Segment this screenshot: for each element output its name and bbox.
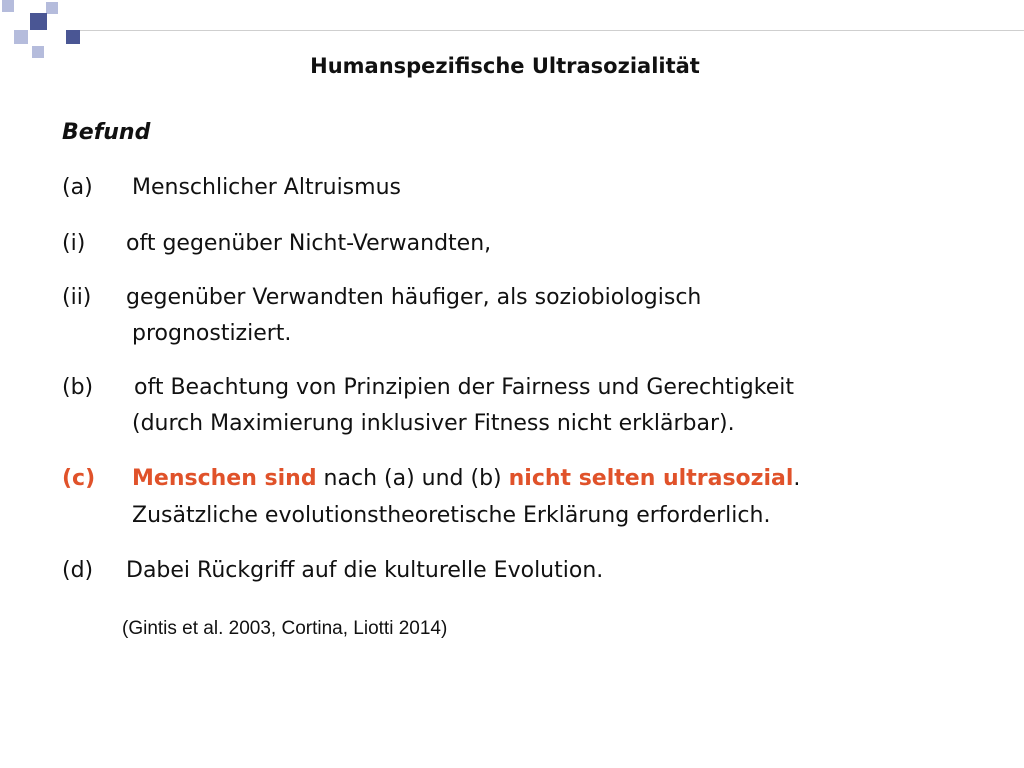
list-item-ii-continuation: prognostiziert. xyxy=(132,321,292,346)
item-label: (ii) xyxy=(62,285,92,310)
item-text: oft gegenüber Nicht-Verwandten, xyxy=(126,231,492,256)
list-item-c xyxy=(62,466,800,491)
item-text: Dabei Rückgriff auf die kulturelle Evolution. xyxy=(126,558,604,583)
item-text: nach (a) und (b) xyxy=(316,466,509,491)
decor-square xyxy=(66,30,80,44)
list-item-a xyxy=(62,175,401,200)
decor-square xyxy=(30,13,47,30)
highlight-text: nicht selten ultrasozial xyxy=(508,466,794,491)
item-label: (c) xyxy=(62,466,96,491)
item-label: (a) xyxy=(62,175,93,200)
source-citation: (Gintis et al. 2003, Cortina, Liotti 2014) xyxy=(122,618,448,639)
item-label: (b) xyxy=(62,375,94,400)
item-text: . xyxy=(793,466,801,491)
top-rule xyxy=(80,30,1024,31)
item-label: (d) xyxy=(62,558,94,583)
list-item-b xyxy=(62,375,794,400)
decor-square xyxy=(2,0,14,12)
list-item-d xyxy=(62,558,603,583)
item-text: oft Beachtung von Prinzipien der Fairness und Gerechtigkeit xyxy=(134,375,794,400)
item-text: gegenüber Verwandten häufiger, als soziobiologisch xyxy=(126,285,702,310)
decor-square xyxy=(14,30,28,44)
list-item-c-continuation: Zusätzliche evolutionstheoretische Erklärung erforderlich. xyxy=(132,503,771,528)
slide-title: Humanspezifische Ultrasozialität xyxy=(310,54,700,78)
corner-decoration xyxy=(0,0,90,60)
highlight-text: Menschen sind xyxy=(132,466,317,491)
list-item-ii xyxy=(62,285,701,310)
section-heading: Befund xyxy=(62,120,151,145)
item-label: (i) xyxy=(62,231,86,256)
decor-square xyxy=(46,2,58,14)
item-text: Menschlicher Altruismus xyxy=(132,175,401,200)
list-item-i xyxy=(62,231,491,256)
list-item-b-continuation: (durch Maximierung inklusiver Fitness nicht erklärbar). xyxy=(132,411,735,436)
